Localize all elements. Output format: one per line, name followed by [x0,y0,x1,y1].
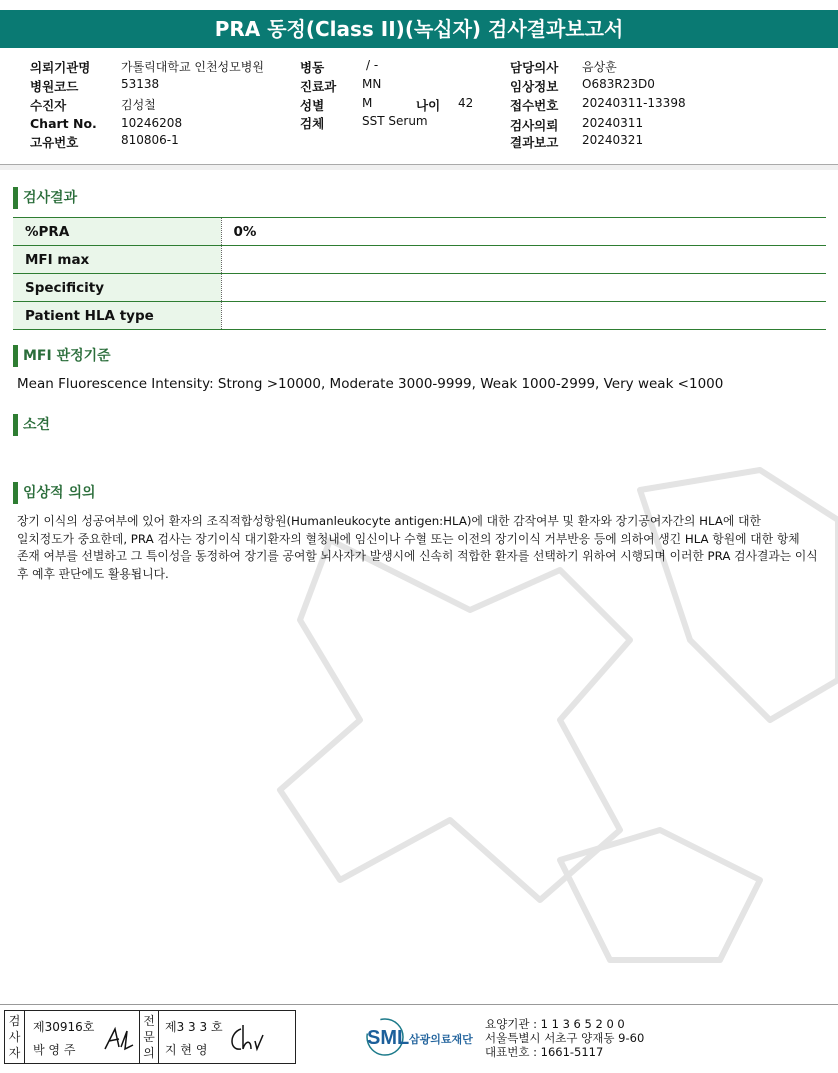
ward-value: / - [366,58,379,72]
request-label: 검사의뢰 [510,118,559,133]
unique-label: 고유번호 [30,135,79,150]
result-key: %PRA [13,218,221,246]
reviewer-number: 제3 3 3 호 [165,1020,223,1034]
sex-label: 성별 [300,98,325,113]
result-key: Specificity [13,274,221,302]
table-row [13,302,826,330]
report-value: 20240321 [582,133,644,147]
mfi-criteria-text: Mean Fluorescence Intensity: Strong >10000, Moderate 3000-9999, Weak 1000-2999, Very weak <1000 [17,376,724,392]
section-mfi-title: MFI 판정기준 [13,345,111,367]
clinical-info-value: O683R23D0 [582,77,655,91]
doctor-label: 담당의사 [510,60,559,75]
patient-value: 김성철 [121,98,156,112]
table-row [13,218,826,246]
org-address: 서울특별시 서초구 양재동 9-60 [485,1031,645,1045]
institution-label: 의뢰기관명 [30,60,91,75]
patient-label: 수진자 [30,98,67,113]
result-key: MFI max [13,246,221,274]
info-divider [0,164,838,170]
unique-value: 810806-1 [121,133,179,147]
section-result-title: 검사결과 [13,187,77,209]
examiner-name: 박 영 주 [33,1043,76,1057]
table-row [13,274,826,302]
sml-logo [365,1016,483,1058]
result-value: 0% [221,218,826,246]
clinical-line: 후 예후 판단에도 활용됩니다. [17,566,169,581]
reviewer-name: 지 현 영 [165,1043,208,1057]
receipt-value: 20240311-13398 [582,96,686,110]
examiner-number: 제30916호 [33,1020,95,1034]
result-key: Patient HLA type [13,302,221,330]
institution-value: 가톨릭대학교 인천성모병원 [121,60,264,74]
dept-label: 진료과 [300,79,337,94]
receipt-label: 접수번호 [510,98,559,113]
report-label: 결과보고 [510,135,559,150]
chart-label: Chart No. [30,116,97,131]
clinical-line: 일치정도가 중요한데, PRA 검사는 장기이식 대기환자의 혈청내에 임신이나 수혈 또는 이전의 장기이식 거부반응 등에 의하여 생긴 HLA 항원에 대한 항체 [17,531,800,546]
age-value: 42 [458,96,474,110]
result-value [221,302,826,330]
hospital-code-label: 병원코드 [30,79,79,94]
org-phone: 대표번호 : 1661-5117 [485,1045,604,1059]
logo-text: SML [367,1027,410,1049]
reviewer-vertical-label: 전문의 [139,1011,159,1063]
report-title: PRA 동정(Class II)(녹십자) 검사결과보고서 [0,10,838,48]
organization-info [485,1017,644,1059]
examiner-signature [101,1023,135,1055]
examiner-vertical-label: 검사자 [5,1011,25,1063]
result-value [221,246,826,274]
table-row [13,246,826,274]
clinical-line: 존재 여부를 선별하고 그 특이성을 동정하여 장기를 공여할 뇌사자가 발생시에 신속히 적합한 환자를 선택하기 위하여 시행되며 이러한 PRA 검사결과는 이식 [17,549,818,563]
request-value: 20240311 [582,116,644,130]
section-clinical-title: 임상적 의의 [13,482,96,504]
hospital-code-value: 53138 [121,77,160,91]
chart-value: 10246208 [121,116,183,130]
dept-value: MN [362,77,382,91]
result-table [13,217,826,330]
section-opinion-title: 소견 [13,414,50,436]
org-code: 요양기관 : 1 1 3 6 5 2 0 0 [485,1017,625,1031]
sex-value: M [362,96,373,110]
doctor-value: 음상훈 [582,60,617,74]
patient-info [0,56,838,166]
specimen-value: SST Serum [362,114,428,128]
specimen-label: 검체 [300,116,325,131]
ward-label: 병동 [300,60,325,75]
reviewer-signature [227,1021,267,1055]
clinical-info-label: 임상정보 [510,79,559,94]
signature-stamp [4,1010,296,1064]
clinical-significance-text [17,513,822,583]
age-label: 나이 [416,98,441,113]
result-value [221,274,826,302]
logo-name: 삼광의료재단 [409,1033,473,1046]
clinical-line: 장기 이식의 성공여부에 있어 환자의 조직적합성항원(Humanleukocyte antigen:HLA)에 대한 감작여부 및 환자와 장기공여자간의 HLA에 대한 [17,514,761,528]
